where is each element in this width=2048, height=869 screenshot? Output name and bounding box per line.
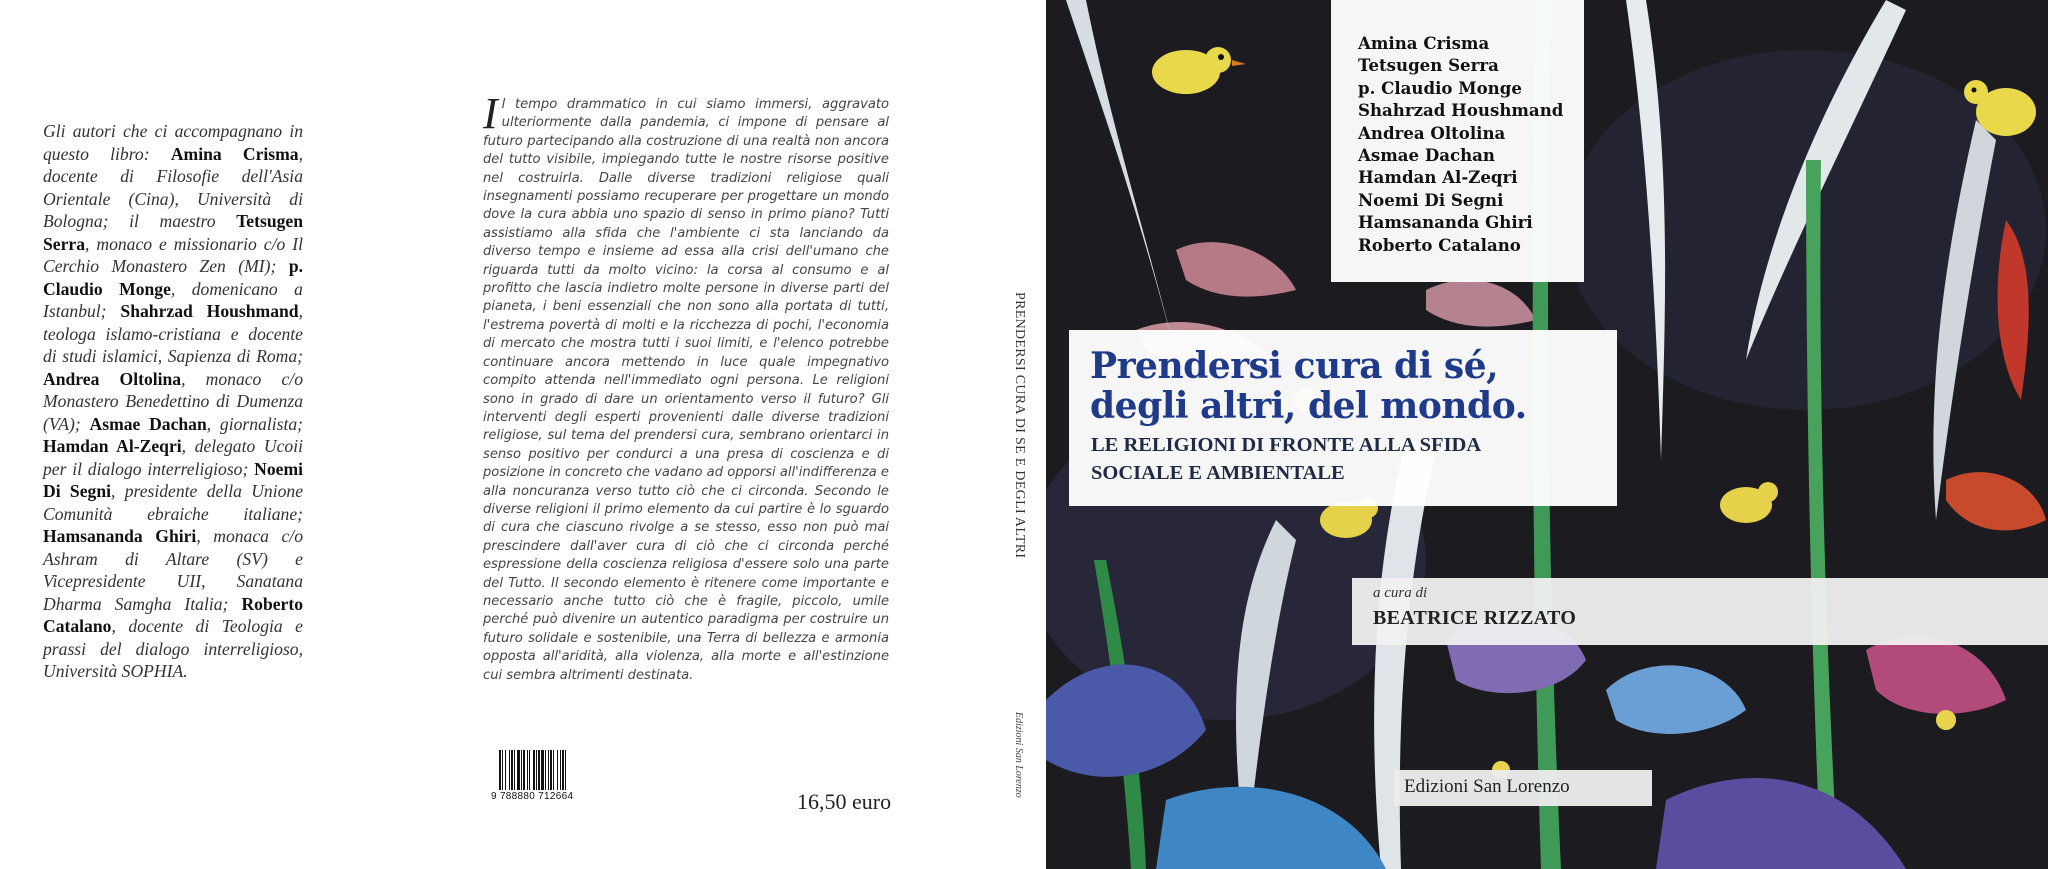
spine-title xyxy=(1010,292,1032,559)
front-author-name: Hamdan Al-Zeqri xyxy=(1358,167,1518,188)
flap-author-desc: , presidente della Unione Comunità ebraiche italiane; xyxy=(43,481,304,524)
flap-author-desc: , monaco c/o Monastero Benedettino di Dumenza (VA); xyxy=(43,368,303,434)
isbn-number: 9 788880 712664 xyxy=(491,791,574,802)
blurb-text: l tempo drammatico in cui siamo immersi, aggravato ulteriormente dalla pandemia, ci impone di pensare al futuro partecipando alla costruzione di una realtà non ancora del tutto visibile, impiegando tutte le nostre risorse positive nel costruirla. Dalle diverse tradizioni religiose quali insegnamenti possiamo recuperare per progettare un mondo dove la cura abbia uno spazio di senso in primo piano? Tutti assistiamo alla sfida che l'ambiente ci sta lanciando da diverso tempo e insieme ad essa alla crisi dell'umano che riguarda tutti da molto vicino: la corsa al consumo e al profitto che lascia indietro molte persone in diverse parti del pianeta, i beni essenziali che non sono alla portata di tutti, l'estrema povertà di molti e la ricchezza di pochi, l'economia di mercato che mostra tutti i suoi limiti, e l'elenco potrebbe continuare ancora mettendo in luce quale impegnativo compito attenda nell'immediato ogni persona. Le religioni sono in grado di dare un orientamento verso il futuro? Gli interventi degli esperti provenienti dalle diverse tradizioni religiose, sul tema del prendersi cura, sembrano orientarci in senso positivo per condurci a una presa di coscienza e di posizione in concreto che vadano ad opporsi all'indifferenza e alla noncuranza verso tutto ciò che ci circonda. Secondo le diverse religioni il primo elemento da cui partire è lo sguardo di cura che ciascuno rivolge a se stesso, esso non può mai prescindere dall'aver cura di ciò che ci circonda perché espressione della coscienza religiosa d'essere solo una parte del Tutto. Il secondo elemento è ritenere come importante e necessario anche tutto ciò che è fragile, piccolo, umile perché può divenire un autentico paradigma per costruire un futuro solidale e sostenibile, una Terra di bellezza e armonia opposta all'aridità, alla violenza, alla morte e all'estinzione cui sembra altrimenti destinata. xyxy=(483,97,889,683)
front-author-name: Noemi Di Segni xyxy=(1358,189,1504,210)
spine-publisher xyxy=(1012,712,1026,812)
book-title xyxy=(1090,346,1527,426)
flap-author-name: Tetsugen Serra xyxy=(43,211,303,254)
flap-author-desc: , domenicano a Istanbul; xyxy=(43,278,303,321)
editor-name: BEATRICE RIZZATO xyxy=(1373,607,1577,629)
spine-publisher-text: Edizioni San Lorenzo xyxy=(1013,712,1024,798)
flap-author-desc: , monaca c/o Ashram di Altare (SV) e Vicepresidente UII, Sanatana Dharma Samgha Italia; xyxy=(43,526,303,614)
front-author-name: Asmae Dachan xyxy=(1358,145,1495,166)
flap-author-name: Shahrzad Houshmand xyxy=(120,301,299,321)
flap-author-desc: , docente di Filosofie dell'Asia Orientale (Cina), Università di Bologna; il maestro xyxy=(43,143,303,231)
title-line-1: Prendersi cura di sé, xyxy=(1090,345,1499,387)
book-subtitle xyxy=(1091,431,1481,487)
front-author-name: Tetsugen Serra xyxy=(1358,55,1499,76)
title-line-2: degli altri, del mondo. xyxy=(1090,385,1527,427)
flap-author-desc: , docente di Teologia e prassi del dialogo interreligioso, Università SOPHIA. xyxy=(43,616,303,681)
flap-author-name: Asmae Dachan xyxy=(89,413,207,434)
front-author-name: Amina Crisma xyxy=(1358,33,1490,53)
flap-author-name: Roberto Catalano xyxy=(43,593,303,636)
flap-author-name: Amina Crisma xyxy=(170,143,299,164)
front-author-name: Roberto Catalano xyxy=(1358,234,1521,255)
flap-author-desc: , teologa islamo-cristiana e docente di studi islamici, Sapienza di Roma; xyxy=(43,301,303,366)
front-author-name: Andrea Oltolina xyxy=(1358,122,1506,143)
flap-author-desc: , delegato Ucoii per il dialogo interreligioso; xyxy=(43,436,303,479)
front-author-name: Hamsananda Ghiri xyxy=(1358,212,1533,233)
drop-cap: I xyxy=(483,89,498,138)
flap-author-bios xyxy=(43,120,303,683)
front-publisher: Edizioni San Lorenzo xyxy=(1404,776,1570,797)
flap-author-name: Andrea Oltolina xyxy=(43,368,182,389)
flap-author-name: Noemi Di Segni xyxy=(43,458,303,501)
flap-author-name: Hamdan Al-Zeqri xyxy=(43,436,182,456)
price: 16,50 euro xyxy=(797,789,892,814)
flap-author-desc: , monaco e missionario c/o Il Cerchio Monastero Zen (MI); xyxy=(43,233,303,276)
flap-author-desc: , giornalista; xyxy=(206,413,304,434)
front-author-name: Shahrzad Houshmand xyxy=(1358,100,1564,121)
flap-author-name: Hamsananda Ghiri xyxy=(43,526,197,546)
back-cover-blurb xyxy=(483,89,889,685)
spine-title-text: PRENDERSI CURA DI SE E DEGLI ALTRI xyxy=(1012,292,1027,559)
flap-intro: Gli autori che ci accompagnano in questo libro: xyxy=(43,121,303,164)
front-author-name: p. Claudio Monge xyxy=(1358,77,1522,98)
front-authors-list xyxy=(1358,32,1563,256)
subtitle-line-1: LE RELIGIONI DI FRONTE ALLA SFIDA xyxy=(1091,434,1482,456)
flap-author-name: p. Claudio Monge xyxy=(43,256,303,299)
subtitle-line-2: SOCIALE E AMBIENTALE xyxy=(1091,462,1345,484)
editor-label: a cura di xyxy=(1373,585,1428,601)
